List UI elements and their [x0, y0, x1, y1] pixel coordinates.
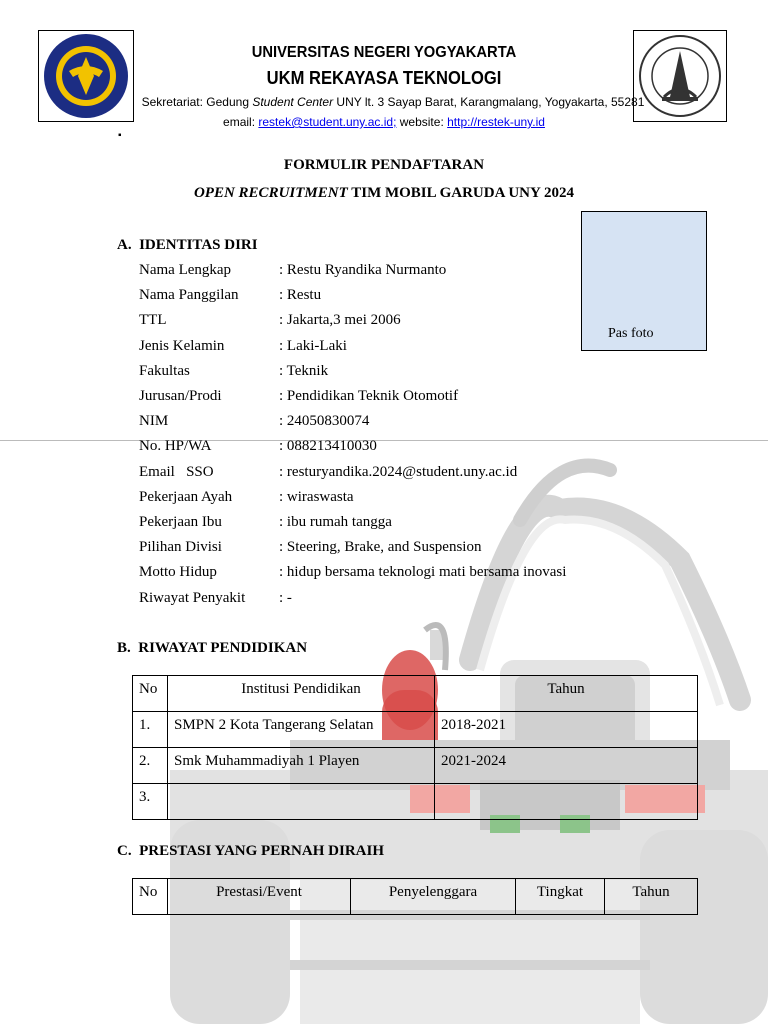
header-institution: Institusi Pendidikan	[168, 676, 435, 712]
unit-name: UKM REKAYASA TEKNOLOGI	[266, 68, 502, 88]
achievement-table	[132, 878, 698, 915]
identity-label: Pilihan Divisi	[139, 539, 222, 555]
table-header-row	[133, 676, 698, 712]
header-year: Tahun	[605, 879, 698, 915]
identity-value[interactable]: : Restu	[279, 287, 322, 303]
bullet-mark: ▪	[118, 130, 122, 141]
identity-label: Jurusan/Prodi	[139, 388, 222, 404]
address-italic: Student Center	[252, 95, 334, 109]
header-no: No	[133, 676, 168, 712]
identity-label: Email SSO	[139, 464, 214, 480]
email-link[interactable]: restek@student.uny.ac.id;	[258, 115, 397, 129]
education-table	[132, 675, 698, 820]
identity-label: No. HP/WA	[139, 438, 212, 454]
identity-label: Nama Panggilan	[139, 287, 239, 303]
section-a-heading: A. IDENTITAS DIRI	[117, 237, 258, 253]
subtitle-italic: OPEN RECRUITMENT	[193, 185, 348, 201]
photo-label: Pas foto	[608, 326, 654, 341]
section-b-heading: B. RIWAYAT PENDIDIKAN	[117, 640, 308, 656]
identity-label: TTL	[139, 312, 167, 328]
row-no: 1.	[133, 712, 168, 748]
address-suffix: UNY lt. 3 Sayap Barat, Karangmalang, Yogyakarta, 55281	[333, 95, 645, 109]
row-institution[interactable]: Smk Muhammadiyah 1 Playen	[168, 748, 435, 784]
table-header-row	[133, 879, 698, 915]
identity-value[interactable]: : wiraswasta	[279, 489, 354, 505]
row-institution[interactable]	[168, 784, 435, 820]
header-level: Tingkat	[516, 879, 605, 915]
secretariat-address	[0, 95, 768, 109]
page-break-line	[0, 440, 768, 441]
identity-label: Riwayat Penyakit	[139, 590, 246, 606]
identity-value[interactable]: : -	[279, 590, 292, 606]
identity-value[interactable]: : Teknik	[279, 363, 329, 379]
identity-label: Pekerjaan Ibu	[139, 514, 222, 530]
identity-value[interactable]: : Pendidikan Teknik Otomotif	[279, 388, 459, 404]
header-year: Tahun	[435, 676, 698, 712]
identity-value[interactable]: : resturyandika.2024@student.uny.ac.id	[279, 464, 518, 480]
photo-placeholder[interactable]	[581, 211, 707, 351]
website-link[interactable]: http://restek-uny.id	[447, 115, 545, 129]
header-no: No	[133, 879, 168, 915]
identity-value[interactable]: : Jakarta,3 mei 2006	[279, 312, 401, 328]
identity-label: Jenis Kelamin	[139, 338, 225, 354]
header-event: Prestasi/Event	[168, 879, 351, 915]
section-c-heading: C. PRESTASI YANG PERNAH DIRAIH	[117, 843, 384, 859]
form-title: FORMULIR PENDAFTARAN	[283, 157, 485, 173]
identity-value[interactable]: : hidup bersama teknologi mati bersama inovasi	[279, 564, 567, 580]
website-label: website:	[396, 115, 448, 129]
table-row	[133, 784, 698, 820]
identity-label: Nama Lengkap	[139, 262, 232, 278]
identity-label: Fakultas	[139, 363, 190, 379]
row-year[interactable]	[435, 784, 698, 820]
form-subtitle	[0, 185, 768, 202]
row-year[interactable]: 2021-2024	[435, 748, 698, 784]
identity-value[interactable]: : Restu Ryandika Nurmanto	[279, 262, 447, 278]
table-row	[133, 712, 698, 748]
identity-label: Pekerjaan Ayah	[139, 489, 233, 505]
identity-value[interactable]: : 088213410030	[279, 438, 377, 454]
address-prefix: Sekretariat: Gedung	[141, 95, 253, 109]
identity-value[interactable]: : Steering, Brake, and Suspension	[279, 539, 482, 555]
identity-value[interactable]: : 24050830074	[279, 413, 370, 429]
row-no: 2.	[133, 748, 168, 784]
row-institution[interactable]: SMPN 2 Kota Tangerang Selatan	[168, 712, 435, 748]
identity-label: Motto Hidup	[139, 564, 217, 580]
university-name: UNIVERSITAS NEGERI YOGYAKARTA	[251, 44, 517, 61]
identity-value[interactable]: : Laki-Laki	[279, 338, 347, 354]
subtitle-rest: TIM MOBIL GARUDA UNY 2024	[347, 185, 575, 201]
identity-label: NIM	[139, 413, 169, 429]
row-no: 3.	[133, 784, 168, 820]
identity-value[interactable]: : ibu rumah tangga	[279, 514, 392, 530]
table-row	[133, 748, 698, 784]
email-label: email:	[223, 115, 259, 129]
row-year[interactable]: 2018-2021	[435, 712, 698, 748]
contact-line	[0, 115, 768, 129]
header-organizer: Penyelenggara	[351, 879, 516, 915]
